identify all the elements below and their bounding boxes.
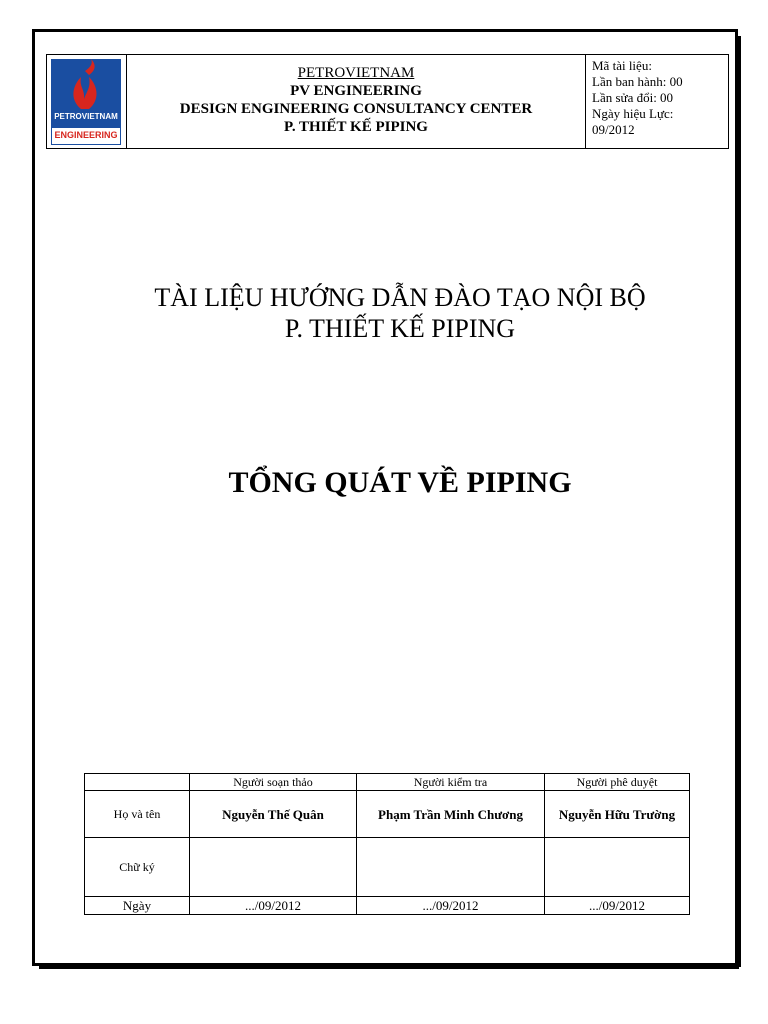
header-cell	[85, 774, 190, 791]
issue-number: Lần ban hành: 00	[592, 74, 683, 89]
signature-cell	[545, 838, 690, 897]
doc-code: Mã tài liệu:	[592, 58, 652, 73]
department-name: P. THIẾT KẾ PIPING	[284, 119, 428, 135]
row-label: Chữ ký	[85, 838, 190, 897]
effective-date: 09/2012	[592, 122, 635, 137]
document-meta	[586, 55, 728, 148]
effective-label: Ngày hiệu Lực:	[592, 106, 674, 121]
date-cell: .../09/2012	[357, 897, 545, 915]
row-label: Ngày	[85, 897, 190, 915]
document-title-line2: P. THIẾT KẾ PIPING	[284, 314, 516, 343]
table-row	[85, 791, 690, 838]
company-name: PV ENGINEERING	[290, 83, 422, 99]
document-title-line1: TÀI LIỆU HƯỚNG DẪN ĐÀO TẠO NỘI BỘ	[154, 283, 646, 312]
revision-number: Lần sửa đổi: 00	[592, 90, 674, 105]
name-cell: Nguyễn Hữu Trường	[545, 791, 690, 838]
signature-cell	[190, 838, 357, 897]
center-name: DESIGN ENGINEERING CONSULTANCY CENTER	[179, 101, 533, 117]
signature-table	[84, 773, 690, 915]
table-header-row	[85, 774, 690, 791]
logo-sub-text: ENGINEERING	[54, 130, 118, 140]
main-title: TỔNG QUÁT VỀ PIPING	[228, 466, 572, 499]
header-cell: Người soạn thảo	[190, 774, 357, 791]
table-row	[85, 838, 690, 897]
logo-cell	[47, 55, 127, 148]
name-cell: Phạm Trần Minh Chương	[357, 791, 545, 838]
table-row	[85, 897, 690, 915]
date-cell: .../09/2012	[545, 897, 690, 915]
signature-cell	[357, 838, 545, 897]
row-label: Họ và tên	[85, 791, 190, 838]
date-cell: .../09/2012	[190, 897, 357, 915]
organization-block	[127, 55, 586, 148]
name-cell: Nguyễn Thế Quân	[190, 791, 357, 838]
header-cell: Người phê duyệt	[545, 774, 690, 791]
flame-logo-icon	[51, 59, 121, 145]
header-table	[46, 54, 729, 149]
logo-brand-text: PETROVIETNAM	[54, 112, 118, 121]
org-name: PETROVIETNAM	[297, 65, 415, 81]
header-cell: Người kiểm tra	[357, 774, 545, 791]
